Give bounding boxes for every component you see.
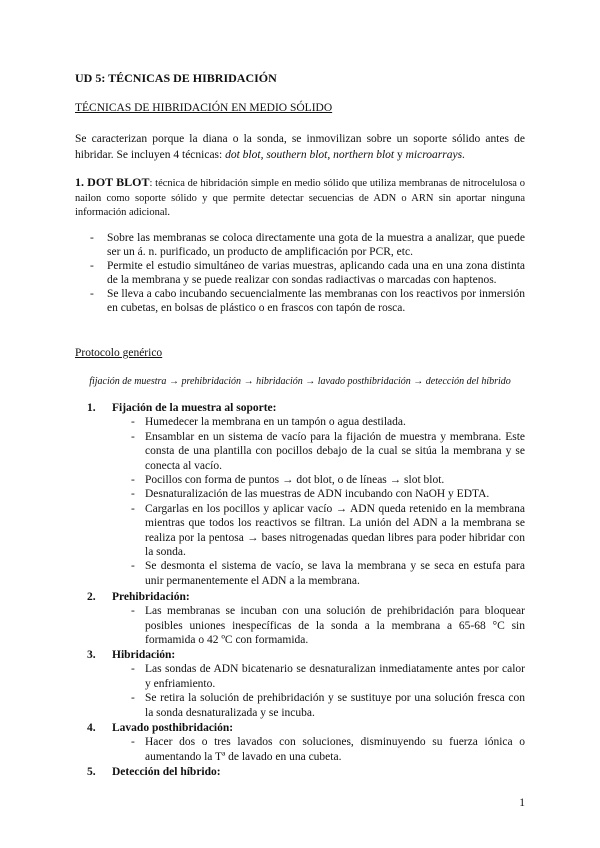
step-subitem — [131, 735, 525, 764]
subitem-text: Las membranas se incuban con una solución de prehibridación para bloquear posibles uniones inespecíficas de la sonda a la membrana a 65-68 °C sin formamida o 42 ºC con formamida. — [145, 605, 525, 647]
subitem-marker: - — [131, 502, 135, 515]
flow-step: hibridación — [256, 376, 303, 387]
flow-arrow: → — [168, 376, 179, 387]
step-heading — [87, 401, 525, 415]
document-title: UD 5: TÉCNICAS DE HIBRIDACIÓN — [75, 71, 277, 85]
subitem-marker: - — [131, 736, 135, 749]
step-subitem — [131, 487, 525, 501]
flow-step: prehibridación — [181, 376, 242, 387]
bullet-text: Sobre las membranas se coloca directamente una gota de la muestra a analizar, que puede ser un á. n. purificado, un producto de amplificación por PCR, etc. — [107, 232, 525, 258]
dot-blot-bullet-list — [90, 231, 525, 315]
step-heading — [87, 648, 525, 662]
flow-step: detección del híbrido — [425, 376, 511, 387]
subitem-marker: - — [131, 430, 135, 443]
step-number: 1. — [87, 402, 96, 414]
subitem-text: Ensamblar en un sistema de vacío para la fijación de muestra y membrana. Este consta de una plantilla con pocillos debajo de la cual se sitúa la membrana y se conecta al vacío. — [145, 430, 525, 472]
bullet-item — [90, 231, 525, 259]
step-subitem — [131, 662, 525, 691]
subitem-text: Desnaturalización de las muestras de ADN incubando con NaOH y EDTA. — [145, 488, 490, 501]
step-subitem — [131, 604, 525, 647]
dot-blot-paragraph — [75, 175, 525, 221]
subitem-marker: - — [131, 416, 135, 429]
protocol-step-1 — [87, 401, 525, 588]
dot-blot-definition: : técnica de hibridación simple en medio sólido que utiliza membranas de nitrocelulosa o nailon como soporte sólido y que permite detectar secuencias de ADN o ARN sin aportar ninguna información adicional. — [75, 178, 525, 218]
subitem-text: Humedecer la membrana en un tampón o agua destilada. — [145, 416, 406, 429]
protocol-step-5 — [87, 765, 525, 779]
step-subitem — [131, 691, 525, 720]
subitem-text: Hacer dos o tres lavados con soluciones, disminuyendo su fuerza iónica o aumentando la Tª de lavado en una cubeta. — [145, 736, 525, 763]
step-number: 5. — [87, 766, 96, 778]
step-label: Hibridación: — [112, 649, 176, 661]
flow-arrow: → — [413, 376, 424, 387]
bullet-item — [90, 259, 525, 287]
subitem-text: Se desmonta el sistema de vacío, se lava la membrana y se seca en estufa para unir permanentemente el ADN a la membrana. — [145, 560, 525, 587]
step-heading — [87, 590, 525, 604]
bullet-text: Se lleva a cabo incubando secuencialmente las membranas con los reactivos por inmersión en cubetas, en bolsas de plástico o en frascos con tapón de rosca. — [107, 288, 525, 314]
subitem-text: Pocillos con forma de puntos → dot blot, o de líneas → slot blot. — [145, 474, 445, 487]
subitem-text: Se retira la solución de prehibridación y se sustituye por una solución fresca con la sonda desnaturalizada y se incuba. — [145, 692, 525, 719]
protocol-heading: Protocolo genérico — [75, 347, 163, 359]
subitem-marker: - — [131, 605, 135, 618]
subitem-text: Cargarlas en los pocillos y aplicar vacío → ADN queda retenido en la membrana mientras que todos los reactivos se filtran. La unión del ADN a la membrana se realiza por la pentosa → bases nitrogenadas quedan libres para poder hibridar con la sonda. — [145, 502, 525, 559]
subitem-marker: - — [131, 692, 135, 705]
protocol-step-4 — [87, 721, 525, 764]
step-subitem — [131, 415, 525, 429]
step-label: Lavado posthibridación: — [112, 722, 234, 734]
bullet-item — [90, 287, 525, 315]
protocol-step-2 — [87, 590, 525, 648]
intro-end: . — [462, 149, 465, 161]
step-label: Prehibridación: — [112, 591, 190, 603]
subitem-marker: - — [131, 560, 135, 573]
subitem-marker: - — [131, 474, 135, 487]
step-number: 4. — [87, 722, 96, 734]
bullet-marker: - — [90, 260, 94, 272]
step-heading — [87, 765, 525, 779]
step-label: Detección del híbrido: — [112, 766, 221, 778]
step-number: 2. — [87, 591, 96, 603]
intro-connector: y — [396, 149, 403, 161]
subitem-marker: - — [131, 663, 135, 676]
flow-step: fijación de muestra — [89, 376, 167, 387]
section-heading: TÉCNICAS DE HIBRIDACIÓN EN MEDIO SÓLIDO — [75, 102, 333, 114]
technique-list: dot blot, southern blot, northern blot — [225, 149, 395, 161]
step-heading — [87, 721, 525, 735]
protocol-step-3 — [87, 648, 525, 720]
technique-last: microarrays — [405, 149, 463, 161]
step-subitem — [131, 502, 525, 560]
step-label: Fijación de la muestra al soporte: — [112, 402, 277, 414]
subitem-marker: - — [131, 488, 135, 501]
intro-lead: Se caracterizan porque la diana o la sonda, se inmovilizan sobre un soporte sólido antes de hibridar. Se incluyen 4 técnicas: — [75, 133, 525, 161]
bullet-text: Permite el estudio simultáneo de varias muestras, aplicando cada una en una zona distinta de la membrana y se puede realizar con sondas radiactivas o marcadas con haptenos. — [107, 260, 525, 286]
intro-paragraph — [75, 131, 525, 163]
step-number: 3. — [87, 649, 96, 661]
step-subitem — [131, 559, 525, 588]
bullet-marker: - — [90, 232, 94, 244]
step-subitem — [131, 473, 525, 487]
subitem-text: Las sondas de ADN bicatenario se desnaturalizan inmediatamente antes por calor y enfriamiento. — [145, 663, 525, 690]
flow-step: lavado posthibridación — [317, 376, 411, 387]
page-number: 1 — [519, 797, 525, 809]
protocol-flow-line — [75, 375, 525, 388]
dot-blot-label: 1. DOT BLOT — [75, 175, 150, 189]
flow-arrow: → — [243, 376, 254, 387]
step-subitem — [131, 430, 525, 473]
flow-arrow: → — [305, 376, 316, 387]
bullet-marker: - — [90, 288, 94, 300]
